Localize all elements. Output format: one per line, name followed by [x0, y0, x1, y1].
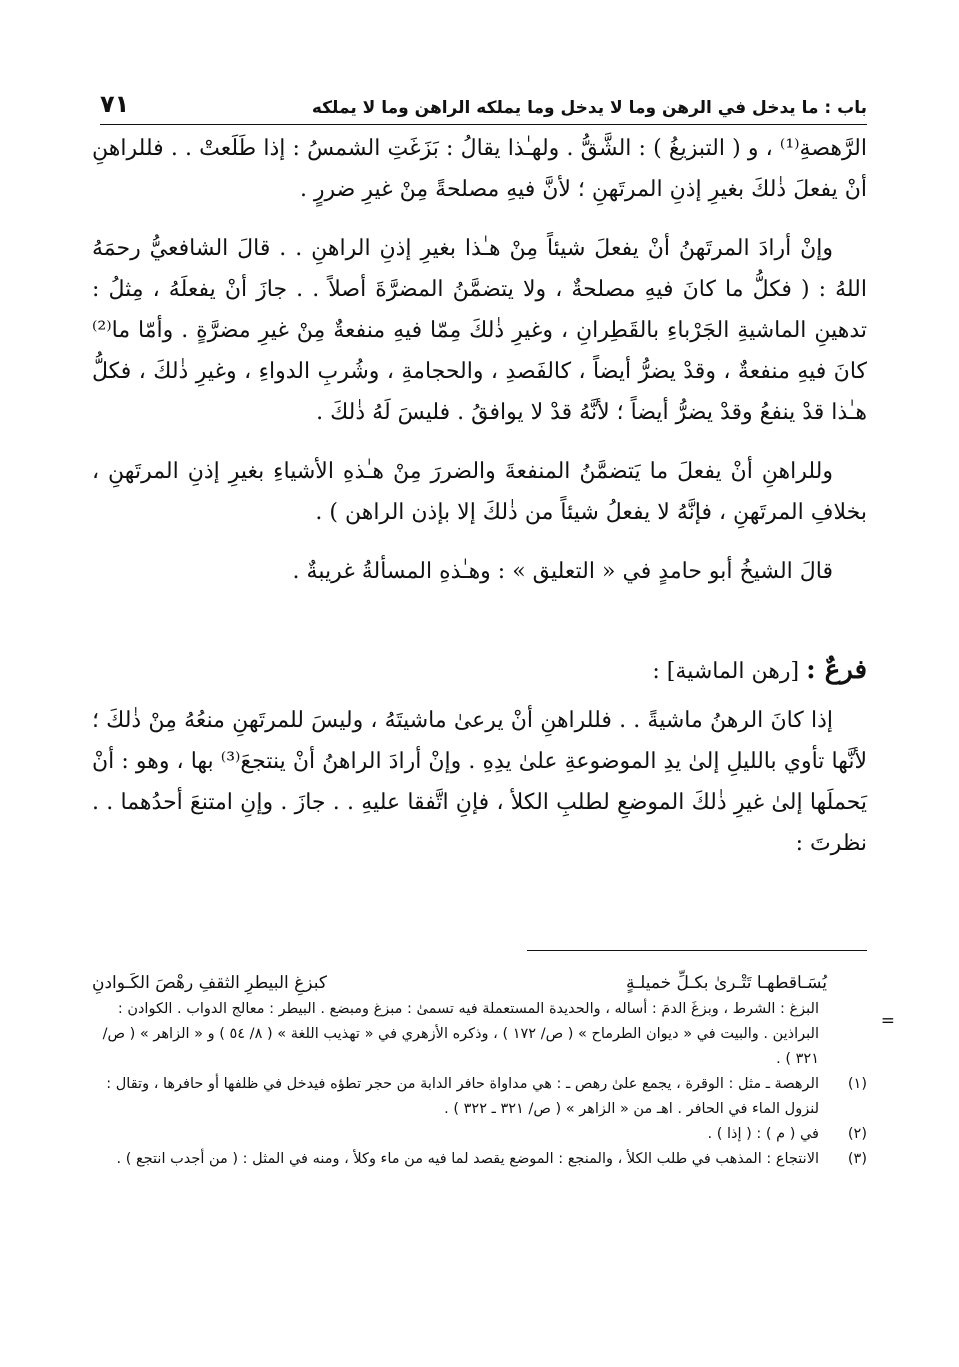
footnote-number: (٢)	[847, 1126, 867, 1142]
poem-verse	[92, 973, 867, 993]
section-heading	[92, 650, 867, 692]
footnote-text: الانتجاع : المذهب في طلب الكلأ ، والمنجع : الموضع يقصد لما فيه من ماء وكلأ ، ومنه في المثل : ( من أجدب انتجع ) .	[116, 1151, 819, 1167]
footnote-continuation	[92, 973, 895, 1072]
footnote-2	[92, 1122, 867, 1147]
main-text	[92, 128, 867, 882]
footnote-3	[92, 1147, 867, 1172]
running-header	[100, 84, 867, 125]
footnotes	[92, 950, 895, 1172]
paragraph-3: وللراهنِ أنْ يفعلَ ما يَتضمَّنُ المنفعةَ والضررَ مِنْ هـٰذهِ الأشياءِ بغيرِ إذنِ المرتَهنِ ، بخلافِ المرتَهنِ ، فإنَّهُ لا يفعلُ شيئاً من ذٰلكَ إلا بإذن الراهن ) .	[92, 459, 867, 525]
footnote-text: الرهصة ـ مثل : الوقرة ، يجمع علىٰ رهص ـ : هي مداواة حافر الدابة من حجر تطؤه فيدخل في ظلفها أو حافرها ، وتقال : لنزول الماء في الحافر . اهـ من « الزاهر » ( ص/ ٣٢١ ـ ٣٢٢ ) .	[106, 1076, 819, 1117]
verse-second-hemistich: كبزغِ البيطرِ الثقفِ رهْصَ الكَـوادنِ	[92, 973, 327, 993]
chapter-title: باب : ما يدخل في الرهن وما لا يدخل وما يملكه الراهن وما لا يملكه	[311, 98, 867, 118]
footnote-text: في ( م ) : ( إذا ) .	[707, 1126, 819, 1142]
paragraph-1: الرَّهصةِ⁽¹⁾ ، و ( التبزيغُ ) : الشَّقُّ . ولهـٰذا يقالُ : بَزَغَتِ الشمسُ : إذا طَلَعتْ . . فللراهنِ أنْ يفعلَ ذٰلكَ بغيرِ إذنِ المرتَهنِ ؛ لأنَّ فيهِ مصلحةً مِنْ غيرِ ضررٍ .	[92, 136, 867, 202]
footnote-number: (١)	[847, 1076, 867, 1092]
section-label: فرعٌ :	[806, 655, 867, 685]
footnote-number: (٣)	[847, 1151, 867, 1167]
footnote-1	[92, 1072, 867, 1122]
paragraph-5: إذا كانَ الرهنُ ماشيةً . . فللراهنِ أنْ يرعىٰ ماشيتَهُ ، وليسَ للمرتَهنِ منعُهُ مِنْ ذٰلكَ ؛ لأنَّها تأوي بالليلِ إلىٰ يدِ الموضوعةِ علىٰ يدِهِ . وإنْ أرادَ الراهنُ أنْ ينتجعَ⁽³⁾ بها ، وهو : أنْ يَحملَها إلىٰ غيرِ ذٰلكَ الموضعِ لطلبِ الكلأ ، فإنِ اتَّفقا عليهِ . . جازَ . وإنِ امتنعَ أحدُهما . . نظرتَ :	[92, 708, 868, 856]
page-number: ٧١	[100, 90, 130, 118]
footnote-continuation-text: البزغ : الشرط ، وبزغَ الدمَ : أساله ، والحديدة المستعملة فيه تسمىٰ : مبزغ ومبضع . البيطر : معالج الدواب . الكوادن : البراذين . والبيت في « ديوان الطرماح » ( ص/ ١٧٢ ) ، وذكره الأزهري في « تهذيب اللغة » ( ٨/ ٥٤ ) و « الزاهر » ( ص/ ٣٢١ ) .	[102, 1001, 819, 1067]
paragraph-2: وإنْ أرادَ المرتَهنُ أنْ يفعلَ شيئاً مِنْ هـٰذا بغيرِ إذنِ الراهنِ . . قالَ الشافعيُّ رحمَهُ اللهُ : ( فكلُّ ما كانَ فيهِ مصلحةٌ ، ولا يتضمَّنُ المضرَّةَ أصلاً . . جازَ أنْ يفعلَهُ ، مِثلُ : تدهينِ الماشيةِ الجَرْباءِ بالقَطِرانِ ، وغيرِ ذٰلكَ مِمّا فيهِ منفعةٌ مِنْ غيرِ مضرَّةٍ . وأمّا ما⁽²⁾ كانَ فيهِ منفعةٌ ، وقدْ يضرُّ أيضاً ، كالفَصدِ ، والحجامةِ ، وشُربِ الدواءِ ، وغيرِ ذٰلكَ ، فكلُّ هـٰذا قدْ ينفعُ وقدْ يضرُّ أيضاً ؛ لأنَّهُ قدْ لا يوافقُ . فليسَ لَهُ ذٰلكَ .	[92, 236, 867, 425]
continuation-mark: =	[880, 1011, 895, 1031]
paragraph-4: قالَ الشيخُ أبو حامدٍ في « التعليق » : وهـٰذهِ المسألةُ غريبةٌ .	[292, 559, 833, 584]
section-title: [رهن الماشية] :	[652, 659, 800, 684]
verse-first-hemistich: يُسَـاقطهـا تَتْـرىٰ بكـلِّ خميلـةٍ	[625, 973, 827, 993]
footnote-rule	[527, 950, 867, 951]
